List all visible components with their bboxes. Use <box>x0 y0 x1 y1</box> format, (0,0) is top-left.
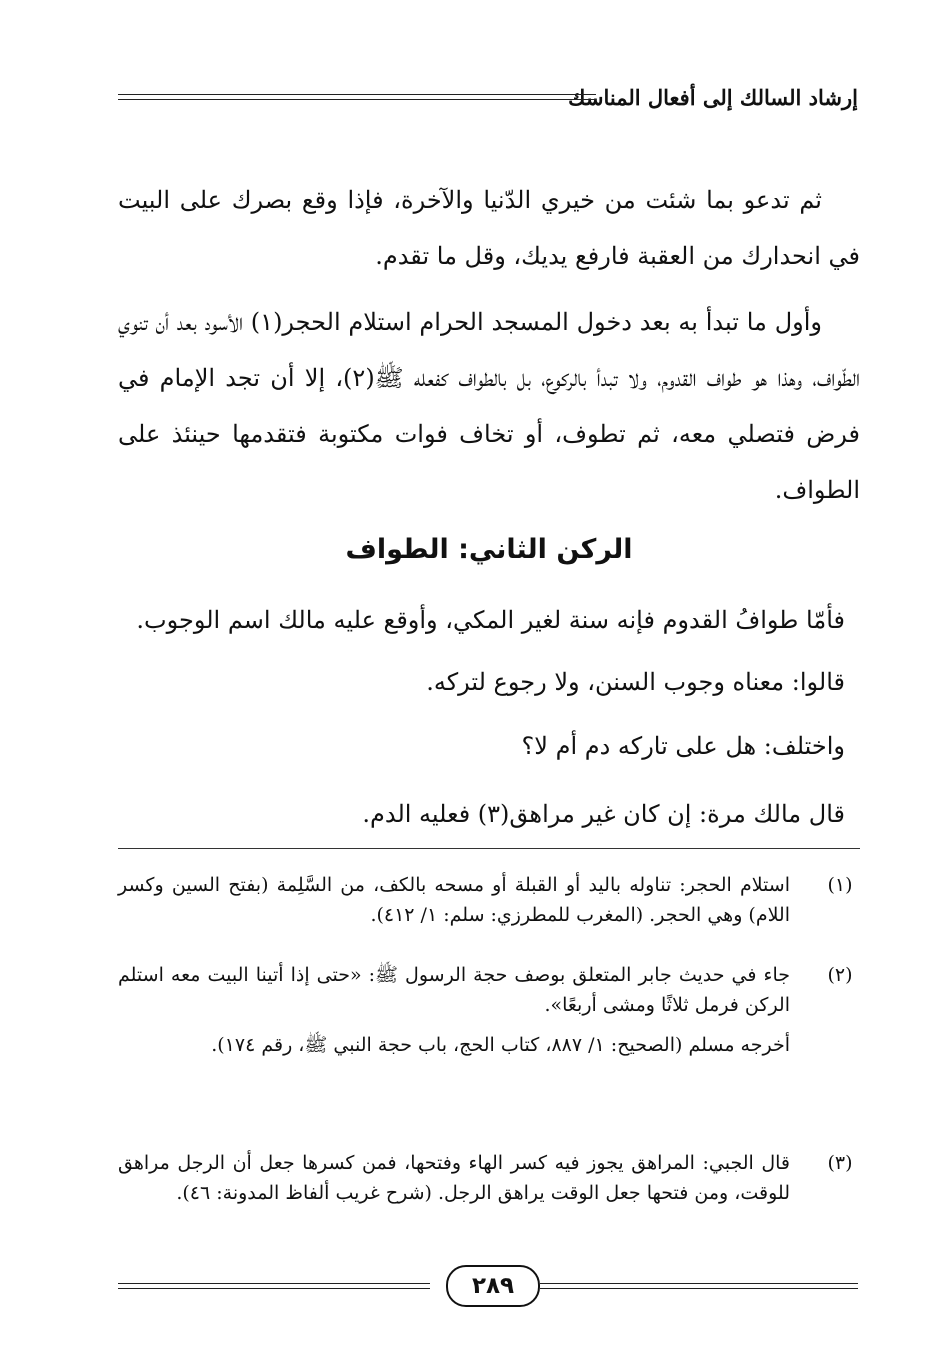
footer-rule-right <box>540 1283 858 1289</box>
text-line-2: قالوا: معناه وجوب السنن، ولا رجوع لتركه. <box>426 668 845 696</box>
page-number: ٢٨٩ <box>446 1265 540 1307</box>
footnote-3 <box>118 1148 860 1208</box>
running-header <box>118 82 858 116</box>
footnote-number: (٢) <box>827 964 853 986</box>
text-line-1: فأمّا طوافُ القدوم فإنه سنة لغير المكي، وأوقع عليه مالك اسم الوجوب. <box>136 606 845 634</box>
text-line-3: واختلف: هل على تاركه دم أم لا؟ <box>521 732 845 760</box>
footnote-number: (١) <box>827 874 853 896</box>
section-heading: الركن الثاني: الطواف <box>345 534 633 565</box>
page-footer <box>118 1265 858 1315</box>
footnote-2 <box>118 960 860 1060</box>
text-line-4: قال مالك مرة: إن كان غير مراهق(٣) فعليه الدم. <box>362 800 845 828</box>
book-title: إرشاد السالك إلى أفعال المناسك <box>568 85 858 110</box>
footnote-text: استلام الحجر: تناوله باليد أو القبلة أو مسحه بالكف، من السَّلِمة (بفتح السين وكسر اللام) وهي الحجر. (المغرب للمطرزي: سلم: ١/ ٤١٢). <box>118 874 790 926</box>
footnote-number: (٣) <box>827 1152 853 1174</box>
footnote-separator <box>118 848 860 849</box>
footnote-text: قال الجبي: المراهق يجوز فيه كسر الهاء وفتحها، فمن كسرها جعل أن الرجل مراهق للوقت، ومن فتحها جعل الوقت يراهق الرجل. (شرح غريب ألفاظ المدونة: ٤٦). <box>118 1152 790 1204</box>
header-double-rule <box>118 94 596 100</box>
footnote-reference: أخرجه مسلم (الصحيح: ١/ ٨٨٧، كتاب الحج، باب حجة النبي ﷺ، رقم ١٧٤). <box>211 1034 790 1056</box>
footnote-1 <box>118 870 860 930</box>
main-text <box>118 172 860 518</box>
footer-rule-left <box>118 1283 430 1289</box>
paragraph-1: ثم تدعو بما شئت من خيري الدّنيا والآخرة، فإذا وقع بصرك على البيت في انحدارك من العقبة فارفع يديك، وقل ما تقدم. <box>118 186 860 270</box>
paragraph-2: وأول ما تبدأ به بعد دخول المسجد الحرام استلام الحجر(١) الأسود بعد أن تنوي الطّواف، وهذا هو طواف القدوم، ولا تبدأ بالركوع، بل بالطواف كفعله ﷺ(٢)، إلا أن تجد الإمام في فرض فتصلي معه، ثم تطوف، أو تخاف فوات مكتوبة فتقدمها حينئذ على الطواف. <box>118 308 860 504</box>
footnote-text: جاء في حديث جابر المتعلق بوصف حجة الرسول ﷺ: «حتى إذا أتينا البيت معه استلم الركن فرمل ثلاثًا ومشى أربعًا». <box>118 964 790 1016</box>
